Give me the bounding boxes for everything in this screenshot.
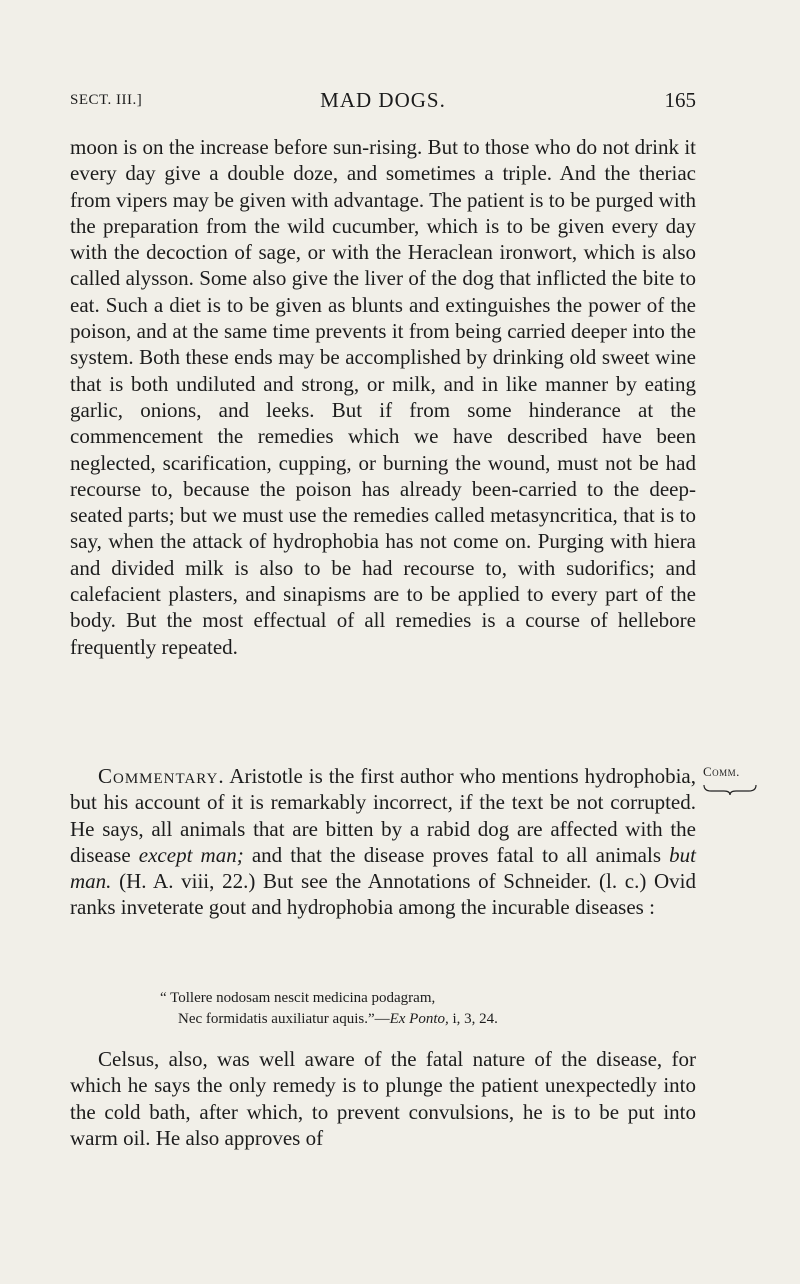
- margin-note: Comm.: [703, 764, 740, 779]
- running-head: [70, 88, 696, 114]
- section-reference: SECT. III.]: [70, 92, 143, 108]
- margin-brace-icon: [703, 784, 757, 796]
- body-paragraph: Celsus, also, was well aware of the fatal nature of the disease, for which he says the only remedy is to plunge the patient unexpectedly into the cold bath, after which, to prevent convulsions, he is to be put into warm oil. He also approves of: [70, 1047, 696, 1150]
- body-paragraph: moon is on the increase before sun-rising. But to those who do not drink it every day give a double doze, and sometimes a triple. And the theriac from vipers may be given with advantage. The patient is to be purged with the preparation from the wild cucumber, which is to be given every day with the decoction of sage, or with the Heraclean ironwort, which is also called alysson. Some also give the liver of the dog that inflicted the bite to eat. Such a diet is to be given as blunts and extinguishes the power of the poison, and at the same time prevents it from being carried deeper into the system. Both these ends may be accomplished by drinking old sweet wine that is both undiluted and strong, or milk, and in like manner by eating garlic, onions, and leeks. But if from some hinderance at the commencement the remedies which we have described have been neglected, scarification, cupping, or burning the wound, must not be had recourse to, because the poison has already been-carried to the deep-seated parts; but we must use the remedies called metasyncritica, that is to say, when the attack of hydrophobia has not come on. Purging with hiera and divided milk is also to be had recourse to, with sudorifics; and calefacient plasters, and sinapisms are to be applied to every part of the body. But the most effectual of all remedies is a course of hellebore frequently repeated.: [70, 135, 696, 659]
- quote-line: [160, 1009, 660, 1030]
- commentary-text-part: and that the disease proves fatal to all animals: [243, 842, 670, 867]
- quote-reference: i, 3, 24.: [448, 1011, 498, 1027]
- commentary-emphasis: except man;: [138, 842, 244, 867]
- page-number: 165: [664, 88, 696, 112]
- quote-line-text: Nec formidatis auxiliatur aquis.”—: [178, 1011, 390, 1027]
- commentary-text-part: Aristotle is the first author who mentions hydrophobia, but his account of it is remarkably incorrect, if the text be not corrupted. He says, all animals that are bitten by a rabid dog are affected with the disease: [70, 764, 696, 867]
- verse-quotation: [160, 988, 660, 1030]
- commentary-label: Commentary.: [98, 764, 225, 788]
- quote-source: Ex Ponto,: [389, 1011, 449, 1027]
- commentary-paragraph: [70, 763, 696, 921]
- commentary-text-part: (H. A. viii, 22.) But see the Annotations of Schneider. (l. c.) Ovid ranks inveterate gout and hydrophobia among the incurable diseases :: [70, 869, 696, 920]
- quote-line: “ Tollere nodosam nescit medicina podagram,: [160, 990, 436, 1006]
- commentary-emphasis: but man.: [70, 842, 696, 894]
- running-title: MAD DOGS.: [320, 88, 446, 112]
